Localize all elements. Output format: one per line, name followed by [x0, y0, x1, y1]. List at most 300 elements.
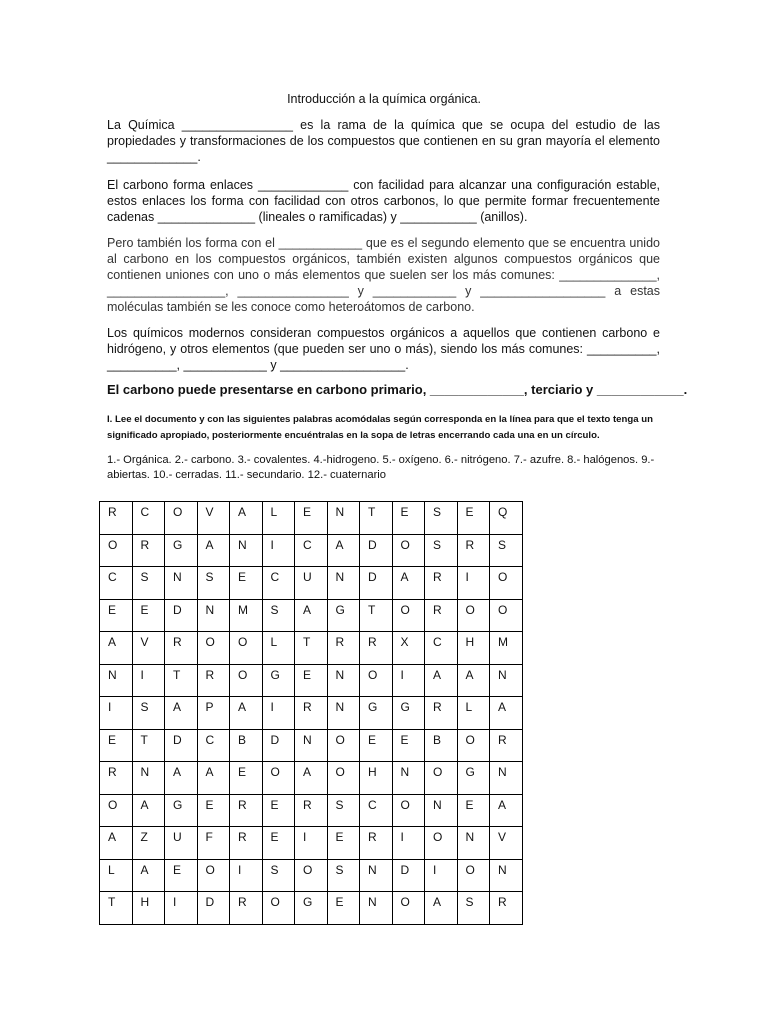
grid-cell[interactable]	[132, 859, 165, 892]
grid-cell[interactable]	[165, 859, 198, 892]
grid-cell[interactable]	[262, 762, 295, 795]
grid-cell[interactable]	[360, 534, 393, 567]
grid-cell[interactable]	[230, 729, 263, 762]
grid-cell[interactable]	[262, 502, 295, 535]
grid-row	[100, 729, 523, 762]
grid-row	[100, 892, 523, 925]
grid-letter: D	[205, 895, 215, 909]
grid-letter: R	[238, 797, 247, 812]
grid-cell[interactable]	[425, 664, 458, 697]
grid-cell[interactable]	[425, 632, 458, 665]
grid-cell[interactable]	[360, 697, 393, 730]
grid-letter: O	[465, 602, 475, 617]
grid-letter: R	[303, 700, 312, 714]
grid-cell[interactable]	[490, 892, 523, 925]
grid-cell[interactable]	[392, 664, 425, 697]
grid-letter: A	[335, 537, 344, 552]
grid-cell[interactable]	[425, 534, 458, 567]
grid-row	[100, 859, 523, 892]
grid-letter: B	[433, 732, 442, 747]
grid-letter: N	[108, 667, 117, 682]
grid-letter: I	[173, 895, 177, 909]
grid-cell[interactable]	[457, 762, 490, 795]
grid-cell[interactable]	[100, 859, 133, 892]
grid-cell[interactable]	[132, 892, 165, 925]
grid-cell[interactable]	[490, 632, 523, 665]
grid-cell[interactable]	[295, 794, 328, 827]
grid-cell[interactable]	[490, 762, 523, 795]
grid-cell[interactable]	[327, 632, 360, 665]
grid-cell[interactable]	[457, 892, 490, 925]
grid-letter: G	[173, 797, 183, 812]
grid-cell[interactable]	[327, 664, 360, 697]
grid-cell[interactable]	[457, 859, 490, 892]
grid-cell[interactable]	[132, 664, 165, 697]
grid-cell[interactable]	[197, 697, 230, 730]
grid-letter: N	[498, 862, 507, 877]
grid-letter: A	[108, 635, 117, 649]
grid-cell[interactable]	[165, 567, 198, 600]
grid-cell[interactable]	[100, 502, 133, 535]
grid-cell[interactable]	[132, 632, 165, 665]
grid-row	[100, 664, 523, 697]
grid-letter: E	[238, 570, 247, 584]
grid-letter: E	[270, 797, 279, 812]
grid-letter: Q	[498, 505, 508, 519]
grid-letter: E	[335, 830, 344, 844]
grid-cell[interactable]	[327, 859, 360, 892]
grid-cell[interactable]	[295, 632, 328, 665]
grid-cell[interactable]	[132, 794, 165, 827]
grid-letter: R	[205, 667, 215, 682]
grid-cell[interactable]	[132, 827, 165, 860]
grid-cell[interactable]	[425, 502, 458, 535]
grid-cell[interactable]	[165, 794, 198, 827]
grid-letter: E	[303, 505, 312, 519]
grid-cell[interactable]	[197, 762, 230, 795]
grid-cell[interactable]	[425, 697, 458, 730]
grid-cell[interactable]	[230, 664, 263, 697]
grid-cell[interactable]	[392, 827, 425, 860]
grid-letter: U	[173, 830, 182, 844]
grid-cell[interactable]	[197, 632, 230, 665]
grid-cell[interactable]	[132, 534, 165, 567]
grid-cell[interactable]	[490, 697, 523, 730]
grid-cell[interactable]	[295, 599, 328, 632]
paragraph-1: La Química ________________ es la rama de la química que se ocupa del estudio de las propiedades y transformaciones de los compuestos que contienen en su gran mayoría el elemento _____________.	[107, 118, 660, 164]
grid-letter: S	[270, 862, 279, 877]
grid-letter: A	[140, 797, 149, 812]
grid-cell[interactable]	[165, 729, 198, 762]
grid-cell[interactable]	[295, 534, 328, 567]
grid-cell[interactable]	[197, 502, 230, 535]
grid-cell[interactable]	[457, 827, 490, 860]
grid-cell[interactable]	[132, 599, 165, 632]
grid-letter: E	[400, 732, 409, 747]
grid-cell[interactable]	[230, 534, 263, 567]
grid-letter: N	[368, 862, 377, 877]
grid-letter: S	[335, 862, 344, 877]
grid-cell[interactable]	[360, 632, 393, 665]
grid-letter: E	[465, 505, 474, 519]
grid-letter: C	[140, 505, 150, 519]
grid-row	[100, 827, 523, 860]
paragraph-3: Pero también los forma con el ____________ que es el segundo elemento que se encuentra unido al carbono en los compuestos orgánicos, también existen algunos compuestos orgánicos que contienen uniones con uno o más elementos que suelen ser los más comunes: ______________, _________________, ________________ y ____________ y __________________ a estas moléculas también se les conoce como heteroátomos de carbono.	[107, 236, 660, 314]
grid-letter: A	[400, 570, 409, 584]
grid-letter: X	[400, 635, 409, 649]
grid-cell[interactable]	[165, 762, 198, 795]
grid-cell[interactable]	[165, 664, 198, 697]
grid-cell[interactable]	[197, 729, 230, 762]
grid-cell[interactable]	[262, 697, 295, 730]
grid-cell[interactable]	[262, 729, 295, 762]
grid-cell[interactable]	[425, 892, 458, 925]
grid-letter: R	[433, 700, 442, 714]
grid-letter: N	[238, 537, 247, 552]
grid-letter: E	[400, 505, 409, 519]
grid-cell[interactable]	[457, 502, 490, 535]
grid-letter: C	[303, 537, 312, 552]
grid-cell[interactable]	[360, 567, 393, 600]
grid-cell[interactable]	[132, 567, 165, 600]
grid-letter: C	[433, 635, 442, 649]
grid-cell[interactable]	[360, 892, 393, 925]
grid-cell[interactable]	[360, 859, 393, 892]
grid-letter: O	[465, 862, 475, 877]
grid-cell[interactable]	[262, 534, 295, 567]
grid-cell[interactable]	[295, 502, 328, 535]
grid-cell[interactable]	[132, 502, 165, 535]
grid-cell[interactable]	[457, 534, 490, 567]
grid-cell[interactable]	[295, 729, 328, 762]
grid-letter: V	[140, 635, 149, 649]
grid-row	[100, 697, 523, 730]
grid-letter: N	[400, 765, 410, 779]
grid-cell[interactable]	[360, 827, 393, 860]
grid-letter: I	[108, 700, 112, 714]
grid-cell[interactable]	[490, 534, 523, 567]
grid-letter: N	[498, 667, 507, 682]
grid-cell[interactable]	[457, 632, 490, 665]
grid-cell[interactable]	[490, 599, 523, 632]
grid-letter: N	[335, 505, 345, 519]
grid-letter: E	[173, 862, 182, 877]
paragraph-4: Los químicos modernos consideran compuestos orgánicos a aquellos que contienen carbono e hidrógeno, y otros elementos (que pueden ser uno o más), siendo los más comunes: __________, __________, ____________ y __________________.	[107, 326, 660, 372]
grid-cell[interactable]	[262, 892, 295, 925]
grid-cell[interactable]	[360, 762, 393, 795]
grid-cell[interactable]	[327, 697, 360, 730]
grid-letter: A	[498, 700, 507, 714]
grid-cell[interactable]	[165, 599, 198, 632]
grid-letter: R	[108, 765, 117, 779]
grid-cell[interactable]	[197, 892, 230, 925]
grid-cell[interactable]	[327, 794, 360, 827]
grid-cell[interactable]	[327, 729, 360, 762]
grid-cell[interactable]	[165, 502, 198, 535]
grid-cell[interactable]	[425, 762, 458, 795]
grid-cell[interactable]	[230, 762, 263, 795]
grid-row	[100, 762, 523, 795]
grid-letter: D	[400, 862, 410, 877]
grid-cell[interactable]	[197, 534, 230, 567]
grid-cell[interactable]	[392, 729, 425, 762]
grid-cell[interactable]	[392, 892, 425, 925]
grid-letter: I	[270, 537, 274, 552]
grid-cell[interactable]	[392, 502, 425, 535]
grid-letter: D	[173, 732, 182, 747]
grid-letter: R	[173, 635, 182, 649]
grid-letter: R	[465, 537, 475, 552]
grid-cell[interactable]	[295, 827, 328, 860]
grid-cell[interactable]	[327, 827, 360, 860]
grid-letter: O	[400, 602, 410, 617]
grid-cell[interactable]	[295, 762, 328, 795]
grid-cell[interactable]	[327, 892, 360, 925]
grid-cell[interactable]	[262, 827, 295, 860]
grid-cell[interactable]	[457, 729, 490, 762]
grid-cell[interactable]	[295, 892, 328, 925]
page-title: Introducción a la química orgánica.	[287, 92, 481, 106]
grid-cell[interactable]	[360, 599, 393, 632]
grid-cell[interactable]	[230, 892, 263, 925]
grid-letter: E	[205, 797, 214, 812]
grid-letter: R	[433, 602, 442, 617]
grid-cell[interactable]	[165, 827, 198, 860]
grid-letter: T	[173, 667, 181, 682]
grid-letter: T	[303, 635, 311, 649]
grid-letter: E	[270, 830, 279, 844]
grid-cell[interactable]	[327, 534, 360, 567]
grid-cell[interactable]	[132, 762, 165, 795]
grid-cell[interactable]	[262, 794, 295, 827]
grid-cell[interactable]	[327, 762, 360, 795]
grid-cell[interactable]	[262, 632, 295, 665]
grid-letter: D	[270, 732, 280, 747]
grid-letter: I	[433, 862, 437, 877]
grid-letter: O	[303, 862, 313, 877]
grid-letter: T	[108, 895, 116, 909]
grid-row	[100, 794, 523, 827]
grid-letter: N	[368, 895, 377, 909]
grid-letter: E	[108, 732, 117, 747]
grid-letter: I	[400, 667, 404, 682]
grid-letter: B	[238, 732, 247, 747]
grid-cell[interactable]	[360, 664, 393, 697]
grid-cell[interactable]	[392, 632, 425, 665]
grid-row	[100, 502, 523, 535]
grid-row	[100, 632, 523, 665]
grid-letter: O	[400, 537, 410, 552]
grid-row	[100, 567, 523, 600]
grid-cell[interactable]	[100, 599, 133, 632]
grid-cell[interactable]	[165, 632, 198, 665]
grid-cell[interactable]	[490, 664, 523, 697]
grid-letter: D	[173, 602, 182, 617]
grid-cell[interactable]	[262, 664, 295, 697]
grid-letter: A	[498, 797, 507, 812]
grid-cell[interactable]	[295, 567, 328, 600]
grid-letter: O	[108, 537, 118, 552]
grid-cell[interactable]	[457, 794, 490, 827]
grid-cell[interactable]	[392, 859, 425, 892]
grid-letter: H	[465, 635, 475, 649]
grid-letter: R	[498, 895, 507, 909]
grid-letter: R	[368, 830, 377, 844]
grid-cell[interactable]	[295, 697, 328, 730]
grid-cell[interactable]	[425, 567, 458, 600]
grid-cell[interactable]	[425, 599, 458, 632]
grid-cell[interactable]	[457, 599, 490, 632]
grid-cell[interactable]	[392, 794, 425, 827]
grid-cell[interactable]	[490, 827, 523, 860]
carbon-types-line: El carbono puede presentarse en carbono primario, _____________, terciario y ____________.	[107, 382, 688, 397]
grid-letter: O	[238, 667, 248, 682]
grid-letter: V	[498, 830, 507, 844]
grid-cell[interactable]	[327, 567, 360, 600]
grid-letter: M	[498, 635, 508, 649]
grid-cell[interactable]	[327, 502, 360, 535]
grid-cell[interactable]	[165, 697, 198, 730]
grid-letter: H	[140, 895, 150, 909]
grid-cell[interactable]	[425, 859, 458, 892]
grid-letter: N	[335, 667, 345, 682]
grid-letter: C	[108, 570, 117, 584]
grid-cell[interactable]	[197, 599, 230, 632]
grid-cell[interactable]	[360, 502, 393, 535]
grid-letter: G	[270, 667, 280, 682]
grid-letter: D	[368, 570, 377, 584]
word-search-grid[interactable]	[99, 501, 523, 925]
grid-letter: O	[335, 765, 345, 779]
grid-letter: E	[465, 797, 474, 812]
grid-cell[interactable]	[457, 697, 490, 730]
grid-letter: I	[303, 830, 307, 844]
grid-cell[interactable]	[230, 567, 263, 600]
grid-letter: S	[205, 570, 214, 584]
grid-letter: S	[433, 537, 442, 552]
grid-letter: S	[465, 895, 474, 909]
grid-cell[interactable]	[262, 859, 295, 892]
grid-letter: O	[498, 570, 508, 584]
grid-letter: O	[238, 635, 248, 649]
grid-cell[interactable]	[132, 729, 165, 762]
grid-letter: D	[368, 537, 377, 552]
grid-cell[interactable]	[197, 794, 230, 827]
grid-cell[interactable]	[197, 827, 230, 860]
grid-cell[interactable]	[490, 729, 523, 762]
grid-cell[interactable]	[100, 567, 133, 600]
grid-cell[interactable]	[100, 632, 133, 665]
grid-cell[interactable]	[392, 762, 425, 795]
grid-letter: N	[303, 732, 312, 747]
grid-letter: A	[205, 537, 214, 552]
grid-letter: N	[140, 765, 150, 779]
grid-letter: N	[335, 700, 345, 714]
grid-cell[interactable]	[100, 892, 133, 925]
grid-cell[interactable]	[392, 697, 425, 730]
grid-letter: O	[433, 830, 443, 844]
grid-cell[interactable]	[165, 892, 198, 925]
grid-cell[interactable]	[230, 697, 263, 730]
grid-cell[interactable]	[197, 567, 230, 600]
grid-cell[interactable]	[425, 729, 458, 762]
grid-cell[interactable]	[230, 502, 263, 535]
grid-cell[interactable]	[100, 827, 133, 860]
grid-cell[interactable]	[360, 729, 393, 762]
grid-cell[interactable]	[490, 567, 523, 600]
grid-cell[interactable]	[392, 534, 425, 567]
grid-letter: G	[303, 895, 313, 909]
grid-letter: R	[238, 895, 247, 909]
grid-cell[interactable]	[327, 599, 360, 632]
grid-letter: A	[173, 700, 182, 714]
grid-cell[interactable]	[262, 567, 295, 600]
grid-letter: O	[270, 765, 280, 779]
grid-cell[interactable]	[490, 502, 523, 535]
grid-cell[interactable]	[295, 859, 328, 892]
grid-cell[interactable]	[425, 827, 458, 860]
grid-cell[interactable]	[230, 859, 263, 892]
grid-cell[interactable]	[425, 794, 458, 827]
grid-letter: E	[303, 667, 312, 682]
grid-letter: C	[368, 797, 377, 812]
grid-cell[interactable]	[295, 664, 328, 697]
grid-cell[interactable]	[100, 794, 133, 827]
grid-cell[interactable]	[100, 534, 133, 567]
grid-letter: L	[270, 635, 278, 649]
grid-letter: A	[303, 765, 312, 779]
grid-letter: A	[140, 862, 149, 877]
grid-cell[interactable]	[100, 664, 133, 697]
grid-cell[interactable]	[490, 794, 523, 827]
grid-letter: R	[433, 570, 442, 584]
grid-cell[interactable]	[230, 794, 263, 827]
grid-cell[interactable]	[230, 632, 263, 665]
grid-cell[interactable]	[100, 729, 133, 762]
grid-cell[interactable]	[490, 859, 523, 892]
grid-cell[interactable]	[197, 664, 230, 697]
grid-letter: G	[173, 537, 183, 552]
grid-letter: A	[205, 765, 214, 779]
grid-cell[interactable]	[392, 599, 425, 632]
grid-letter: N	[335, 570, 345, 584]
grid-letter: A	[238, 505, 247, 519]
grid-letter: I	[400, 830, 404, 844]
grid-cell[interactable]	[100, 762, 133, 795]
grid-cell[interactable]	[457, 567, 490, 600]
grid-letter: I	[140, 667, 144, 682]
grid-letter: O	[400, 797, 410, 812]
grid-letter: A	[433, 895, 442, 909]
grid-cell[interactable]	[197, 859, 230, 892]
grid-cell[interactable]	[392, 567, 425, 600]
grid-letter: R	[368, 635, 377, 649]
grid-cell[interactable]	[230, 599, 263, 632]
grid-letter: R	[335, 635, 345, 649]
grid-cell[interactable]	[457, 664, 490, 697]
grid-cell[interactable]	[360, 794, 393, 827]
grid-cell[interactable]	[165, 534, 198, 567]
grid-letter: G	[465, 765, 475, 779]
grid-cell[interactable]	[262, 599, 295, 632]
grid-cell[interactable]	[100, 697, 133, 730]
grid-letter: R	[303, 797, 312, 812]
grid-letter: T	[368, 602, 376, 617]
grid-cell[interactable]	[132, 697, 165, 730]
grid-cell[interactable]	[230, 827, 263, 860]
grid-row	[100, 599, 523, 632]
grid-letter: L	[270, 505, 278, 519]
